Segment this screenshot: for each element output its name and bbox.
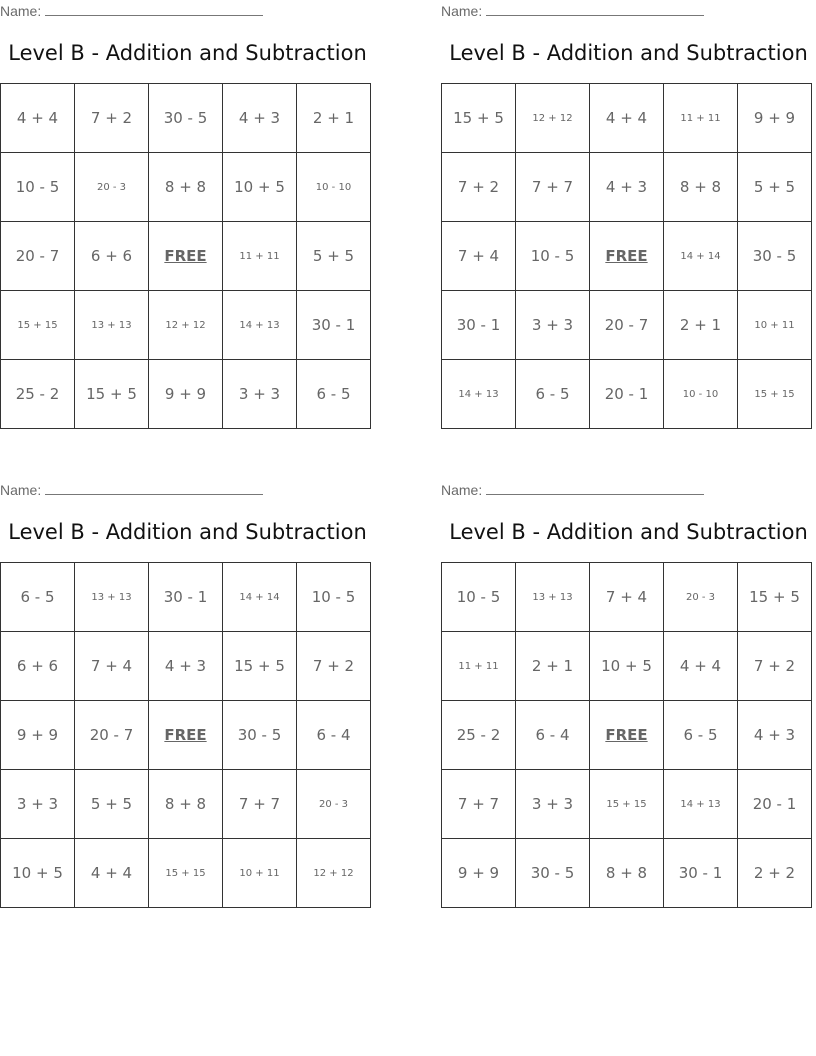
name-input-line[interactable] <box>486 482 704 495</box>
bingo-cell[interactable]: 14 + 13 <box>664 770 738 839</box>
bingo-cell[interactable]: 10 - 10 <box>297 153 371 222</box>
bingo-cell[interactable]: 14 + 14 <box>664 222 738 291</box>
bingo-cell[interactable]: 4 + 3 <box>149 632 223 701</box>
grid-row <box>1 153 371 222</box>
free-cell[interactable]: FREE <box>149 222 223 291</box>
bingo-grid <box>441 562 812 908</box>
bingo-cell[interactable]: 15 + 5 <box>223 632 297 701</box>
grid-row <box>1 770 371 839</box>
bingo-cell[interactable]: 9 + 9 <box>442 839 516 908</box>
bingo-cell[interactable]: 9 + 9 <box>1 701 75 770</box>
bingo-cell[interactable]: 6 - 5 <box>1 563 75 632</box>
bingo-cell[interactable]: 3 + 3 <box>1 770 75 839</box>
bingo-cell[interactable]: 10 + 5 <box>223 153 297 222</box>
card-title: Level B - Addition and Subtraction <box>449 41 808 65</box>
bingo-cell[interactable]: 14 + 13 <box>442 360 516 429</box>
bingo-card-2 <box>441 0 816 434</box>
bingo-cell[interactable]: 10 - 5 <box>297 563 371 632</box>
free-cell[interactable]: FREE <box>590 222 664 291</box>
grid-row <box>442 360 812 429</box>
bingo-cell[interactable]: 25 - 2 <box>1 360 75 429</box>
free-cell[interactable]: FREE <box>149 701 223 770</box>
bingo-cell[interactable]: 10 + 11 <box>738 291 812 360</box>
name-input-line[interactable] <box>45 482 263 495</box>
name-label: Name: <box>0 482 42 498</box>
bingo-cell[interactable]: 4 + 4 <box>75 839 149 908</box>
name-label: Name: <box>0 3 42 19</box>
bingo-cell[interactable]: 20 - 1 <box>738 770 812 839</box>
bingo-cell[interactable]: 5 + 5 <box>738 153 812 222</box>
bingo-cell[interactable]: 20 - 7 <box>1 222 75 291</box>
bingo-cell[interactable]: 15 + 5 <box>442 84 516 153</box>
bingo-cell[interactable]: 30 - 1 <box>297 291 371 360</box>
name-input-line[interactable] <box>486 3 704 16</box>
grid-row <box>1 632 371 701</box>
bingo-cell[interactable]: 7 + 2 <box>738 632 812 701</box>
bingo-cell[interactable]: 30 - 5 <box>149 84 223 153</box>
bingo-cell[interactable]: 11 + 11 <box>223 222 297 291</box>
grid-row <box>1 839 371 908</box>
bingo-cell[interactable]: 6 - 4 <box>297 701 371 770</box>
bingo-cell[interactable]: 20 - 3 <box>75 153 149 222</box>
bingo-cell[interactable]: 7 + 2 <box>297 632 371 701</box>
bingo-cell[interactable]: 20 - 3 <box>664 563 738 632</box>
grid-row <box>442 563 812 632</box>
bingo-cell[interactable]: 7 + 7 <box>442 770 516 839</box>
bingo-cell[interactable]: 14 + 14 <box>223 563 297 632</box>
bingo-cell[interactable]: 20 - 7 <box>590 291 664 360</box>
bingo-cell[interactable]: 2 + 1 <box>664 291 738 360</box>
bingo-cell[interactable]: 20 - 1 <box>590 360 664 429</box>
name-label: Name: <box>441 3 483 19</box>
bingo-cell[interactable]: 6 - 4 <box>516 701 590 770</box>
name-line <box>0 3 263 19</box>
bingo-cell[interactable]: 11 + 11 <box>664 84 738 153</box>
grid-row <box>1 563 371 632</box>
bingo-cell[interactable]: 2 + 1 <box>297 84 371 153</box>
bingo-cell[interactable]: 3 + 3 <box>516 770 590 839</box>
bingo-cell[interactable]: 4 + 3 <box>738 701 812 770</box>
bingo-cell[interactable]: 10 - 5 <box>1 153 75 222</box>
bingo-cell[interactable]: 12 + 12 <box>297 839 371 908</box>
bingo-cell[interactable]: 8 + 8 <box>664 153 738 222</box>
grid-row <box>442 701 812 770</box>
bingo-cell[interactable]: 8 + 8 <box>149 153 223 222</box>
bingo-card-1 <box>0 0 375 434</box>
grid-row <box>442 84 812 153</box>
bingo-cell[interactable]: 15 + 15 <box>738 360 812 429</box>
name-line <box>441 3 704 19</box>
bingo-cell[interactable]: 11 + 11 <box>442 632 516 701</box>
bingo-cell[interactable]: 7 + 4 <box>75 632 149 701</box>
bingo-cell[interactable]: 6 - 5 <box>516 360 590 429</box>
bingo-card-3 <box>0 479 375 913</box>
bingo-cell[interactable]: 9 + 9 <box>738 84 812 153</box>
bingo-cell[interactable]: 2 + 1 <box>516 632 590 701</box>
bingo-cell[interactable]: 6 + 6 <box>75 222 149 291</box>
card-title: Level B - Addition and Subtraction <box>8 520 367 544</box>
bingo-cell[interactable]: 6 - 5 <box>297 360 371 429</box>
grid-row <box>1 291 371 360</box>
bingo-cell[interactable]: 10 - 10 <box>664 360 738 429</box>
bingo-cell[interactable]: 9 + 9 <box>149 360 223 429</box>
bingo-cell[interactable]: 15 + 15 <box>1 291 75 360</box>
bingo-grid <box>441 83 812 429</box>
bingo-cell[interactable]: 3 + 3 <box>223 360 297 429</box>
bingo-cell[interactable]: 15 + 15 <box>590 770 664 839</box>
bingo-cell[interactable]: 13 + 13 <box>516 563 590 632</box>
bingo-cell[interactable]: 12 + 12 <box>149 291 223 360</box>
bingo-cell[interactable]: 7 + 7 <box>223 770 297 839</box>
bingo-cell[interactable]: 6 + 6 <box>1 632 75 701</box>
bingo-cell[interactable]: 30 - 5 <box>223 701 297 770</box>
card-title: Level B - Addition and Subtraction <box>8 41 367 65</box>
bingo-cell[interactable]: 4 + 4 <box>664 632 738 701</box>
bingo-cell[interactable]: 30 - 1 <box>149 563 223 632</box>
bingo-cell[interactable]: 5 + 5 <box>297 222 371 291</box>
bingo-cell[interactable]: 5 + 5 <box>75 770 149 839</box>
bingo-cell[interactable]: 13 + 13 <box>75 563 149 632</box>
bingo-cell[interactable]: 4 + 3 <box>223 84 297 153</box>
grid-row <box>442 770 812 839</box>
grid-row <box>1 701 371 770</box>
bingo-cell[interactable]: 30 - 1 <box>442 291 516 360</box>
bingo-cell[interactable]: 8 + 8 <box>149 770 223 839</box>
bingo-cell[interactable]: 2 + 2 <box>738 839 812 908</box>
bingo-cell[interactable]: 30 - 1 <box>664 839 738 908</box>
name-line <box>441 482 704 498</box>
bingo-cell[interactable]: 10 + 11 <box>223 839 297 908</box>
bingo-cell[interactable]: 3 + 3 <box>516 291 590 360</box>
grid-row <box>442 153 812 222</box>
bingo-cell[interactable]: 20 - 3 <box>297 770 371 839</box>
grid-row <box>442 291 812 360</box>
bingo-cell[interactable]: 7 + 2 <box>75 84 149 153</box>
bingo-cell[interactable]: 15 + 15 <box>149 839 223 908</box>
bingo-cell[interactable]: 6 - 5 <box>664 701 738 770</box>
grid-row <box>442 632 812 701</box>
bingo-cell[interactable]: 10 - 5 <box>516 222 590 291</box>
bingo-cell[interactable]: 15 + 5 <box>75 360 149 429</box>
bingo-grid <box>0 83 371 429</box>
bingo-cell[interactable]: 7 + 4 <box>442 222 516 291</box>
grid-row <box>442 222 812 291</box>
bingo-cell[interactable]: 7 + 2 <box>442 153 516 222</box>
bingo-cell[interactable]: 25 - 2 <box>442 701 516 770</box>
grid-row <box>1 360 371 429</box>
bingo-grid <box>0 562 371 908</box>
name-line <box>0 482 263 498</box>
bingo-cell[interactable]: 15 + 5 <box>738 563 812 632</box>
free-cell[interactable]: FREE <box>590 701 664 770</box>
bingo-cell[interactable]: 13 + 13 <box>75 291 149 360</box>
name-label: Name: <box>441 482 483 498</box>
grid-row <box>1 222 371 291</box>
bingo-cell[interactable]: 20 - 7 <box>75 701 149 770</box>
bingo-cell[interactable]: 8 + 8 <box>590 839 664 908</box>
bingo-cell[interactable]: 7 + 4 <box>590 563 664 632</box>
grid-row <box>442 839 812 908</box>
bingo-cell[interactable]: 10 - 5 <box>442 563 516 632</box>
bingo-cell[interactable]: 30 - 5 <box>738 222 812 291</box>
bingo-cell[interactable]: 30 - 5 <box>516 839 590 908</box>
bingo-cell[interactable]: 10 + 5 <box>590 632 664 701</box>
card-title: Level B - Addition and Subtraction <box>449 520 808 544</box>
bingo-cell[interactable]: 12 + 12 <box>516 84 590 153</box>
grid-row <box>1 84 371 153</box>
bingo-cell[interactable]: 14 + 13 <box>223 291 297 360</box>
name-input-line[interactable] <box>45 3 263 16</box>
bingo-cell[interactable]: 4 + 3 <box>590 153 664 222</box>
bingo-cell[interactable]: 4 + 4 <box>590 84 664 153</box>
bingo-cell[interactable]: 4 + 4 <box>1 84 75 153</box>
bingo-cell[interactable]: 7 + 7 <box>516 153 590 222</box>
bingo-card-4 <box>441 479 816 913</box>
bingo-cell[interactable]: 10 + 5 <box>1 839 75 908</box>
